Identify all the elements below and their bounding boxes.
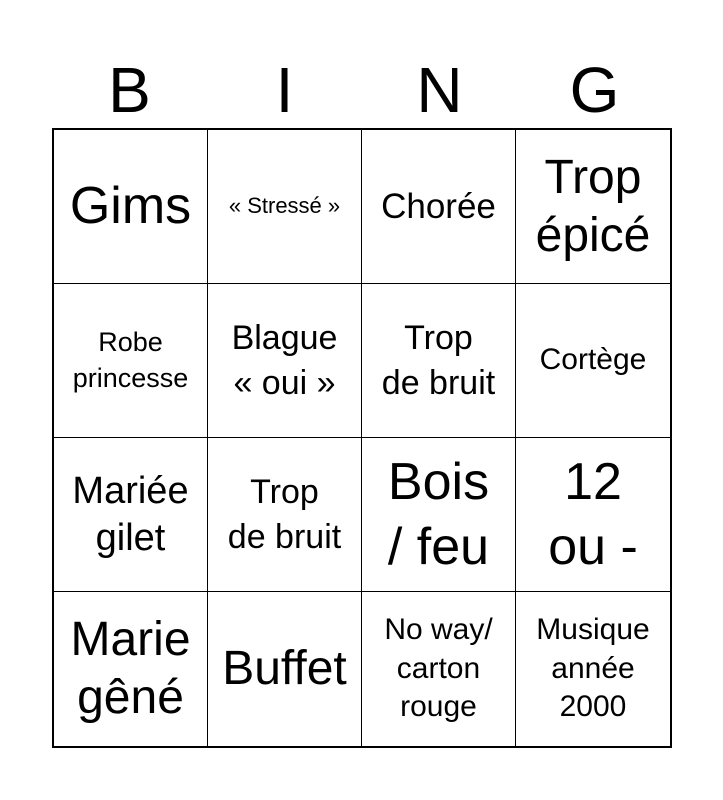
- cell-label: Robe princesse: [72, 326, 189, 393]
- cell-label: Trop de bruit: [227, 473, 342, 556]
- cell-label: Trop de bruit: [381, 319, 496, 402]
- cell-label: Chorée: [381, 186, 496, 226]
- cell-label: Musique année 2000: [536, 613, 650, 724]
- bingo-header: [52, 54, 672, 126]
- cell-label: Blague « oui »: [231, 319, 338, 402]
- cell-label: Buffet: [222, 642, 347, 696]
- bingo-cell-r1c2[interactable]: [208, 130, 362, 284]
- cell-label: Cortège: [539, 343, 647, 377]
- bingo-cell-r3c1[interactable]: [54, 438, 208, 592]
- header-letter-i: I: [275, 54, 294, 126]
- bingo-cell-r4c1[interactable]: [54, 592, 208, 746]
- header-letter-n: N: [416, 54, 463, 126]
- bingo-cell-r1c3[interactable]: [362, 130, 516, 284]
- cell-label: Gims: [69, 177, 192, 235]
- cell-label: No way/ carton rouge: [384, 613, 493, 724]
- bingo-cell-r4c4[interactable]: [516, 592, 670, 746]
- bingo-cell-r3c2[interactable]: [208, 438, 362, 592]
- header-letter-g: G: [569, 54, 620, 126]
- bingo-cell-r1c1[interactable]: [54, 130, 208, 284]
- bingo-cell-r3c3[interactable]: [362, 438, 516, 592]
- bingo-board: [52, 128, 672, 748]
- header-letter-b: B: [108, 54, 151, 126]
- bingo-cell-r2c1[interactable]: [54, 284, 208, 438]
- cell-label: 12 ou -: [548, 452, 638, 576]
- cell-label: Trop épicé: [535, 150, 651, 262]
- cell-label: Mariée gilet: [72, 470, 189, 559]
- bingo-cell-r4c2[interactable]: [208, 592, 362, 746]
- cell-label: « Stressé »: [228, 193, 341, 219]
- cell-label: Bois / feu: [387, 452, 490, 576]
- bingo-cell-r2c2[interactable]: [208, 284, 362, 438]
- bingo-cell-r4c3[interactable]: [362, 592, 516, 746]
- cell-label: Marie gêné: [70, 613, 191, 724]
- bingo-cell-r1c4[interactable]: [516, 130, 670, 284]
- bingo-cell-r3c4[interactable]: [516, 438, 670, 592]
- bingo-cell-r2c4[interactable]: [516, 284, 670, 438]
- bingo-cell-r2c3[interactable]: [362, 284, 516, 438]
